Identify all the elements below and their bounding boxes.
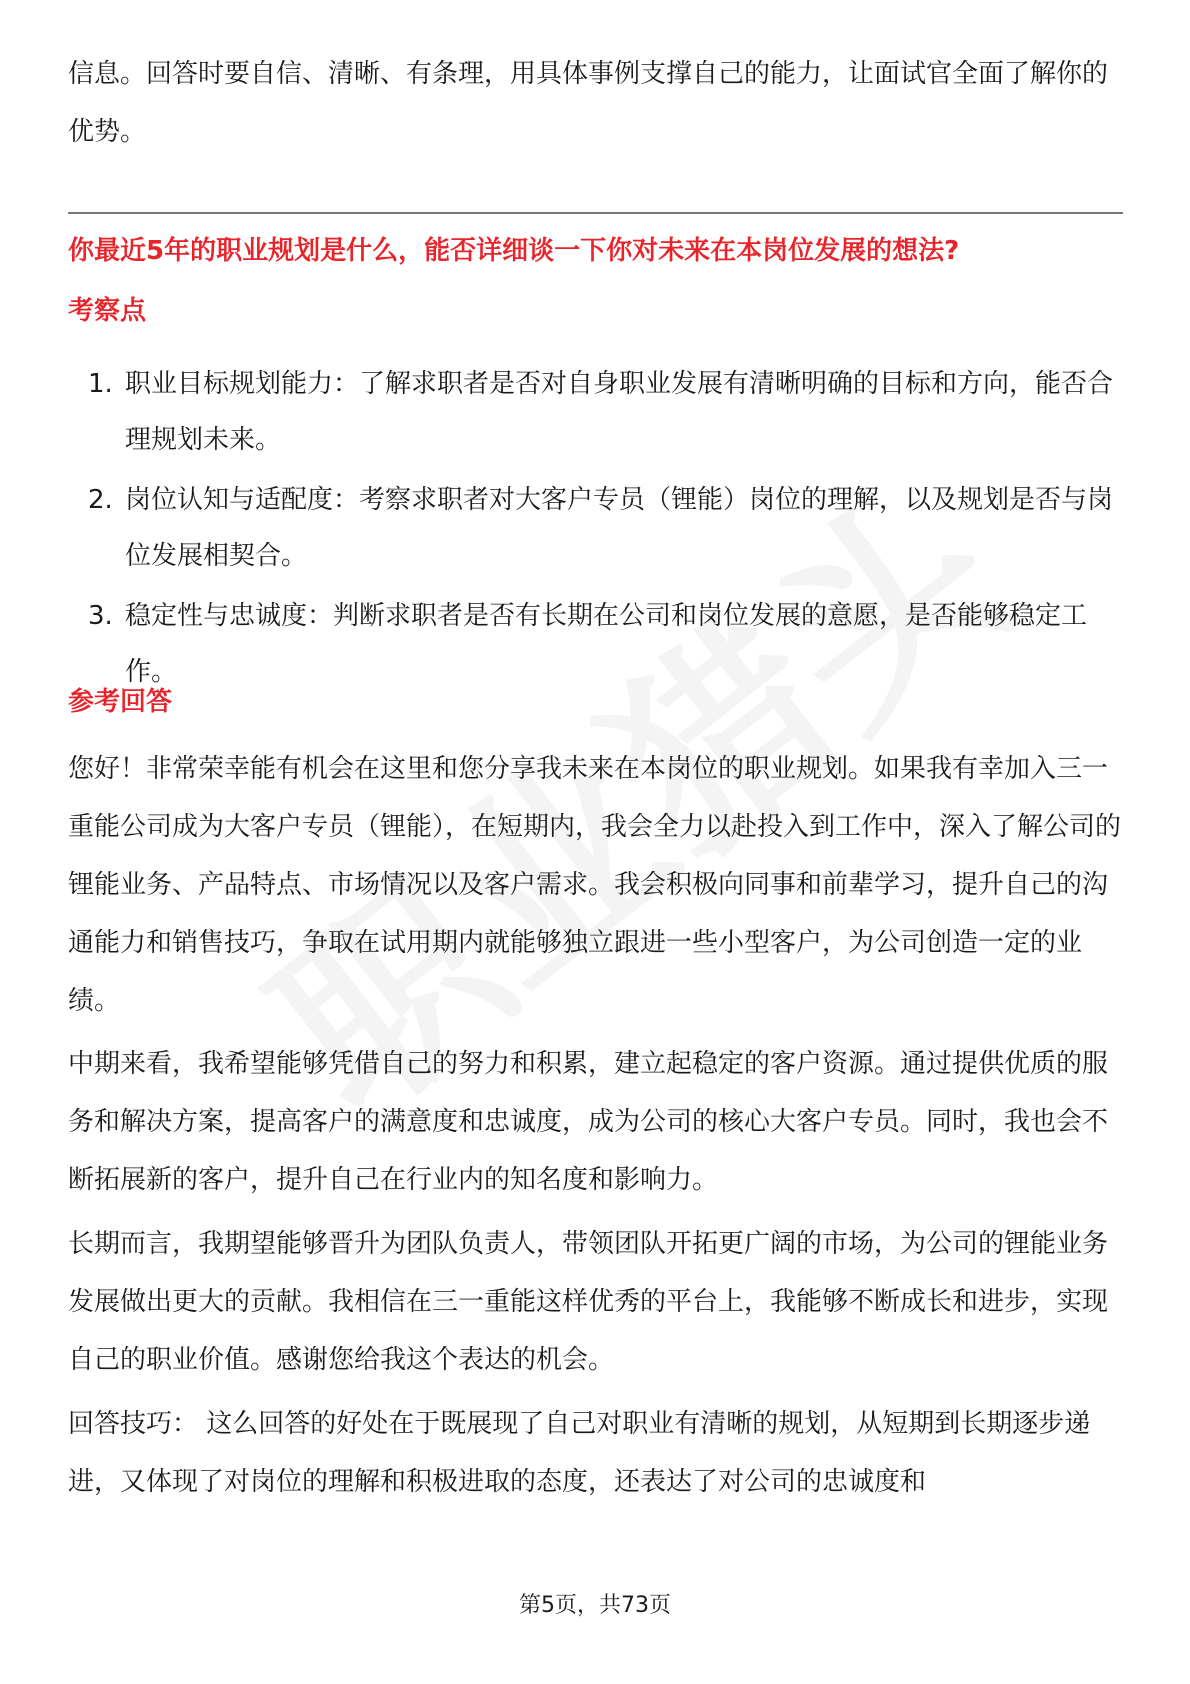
question-heading: 你最近5年的职业规划是什么，能否详细谈一下你对未来在本岗位发展的想法? — [68, 236, 960, 266]
list-item — [68, 472, 1123, 584]
points-list — [68, 356, 1123, 704]
list-item-text: 岗位认知与适配度：考察求职者对大客户专员（锂能）岗位的理解，以及规划是否与岗位发展相契合。 — [125, 485, 1114, 571]
list-item — [68, 356, 1123, 468]
list-item-text: 职业目标规划能力：了解求职者是否对自身职业发展有清晰明确的目标和方向，能否合理规划未来。 — [125, 369, 1114, 455]
answer-paragraph-short-term: 您好！非常荣幸能有机会在这里和您分享我未来在本岗位的职业规划。如果我有幸加入三一重能公司成为大客户专员（锂能），在短期内，我会全力以赴投入到工作中，深入了解公司的锂能业务、产品特点、市场情况以及客户需求。我会积极向同事和前辈学习，提升自己的沟通能力和销售技巧，争取在试用期内就能够独立跟进一些小型客户，为公司创造一定的业绩。 — [68, 754, 1122, 1016]
answer-paragraph-mid-term: 中期来看，我希望能够凭借自己的努力和积累，建立起稳定的客户资源。通过提供优质的服务和解决方案，提高客户的满意度和忠诚度，成为公司的核心大客户专员。同时，我也会不断拓展新的客户，提升自己在行业内的知名度和影响力。 — [68, 1049, 1109, 1195]
page-footer: 第5页，共73页 — [519, 1593, 671, 1618]
answer-paragraph-long-term: 长期而言，我期望能够晋升为团队负责人，带领团队开拓更广阔的市场，为公司的锂能业务发展做出更大的贡献。我相信在三一重能这样优秀的平台上，我能够不断成长和进步，实现自己的职业价值。感谢您给我这个表达的机会。 — [68, 1229, 1109, 1375]
intro-paragraph: 信息。回答时要自信、清晰、有条理，用具体事例支撑自己的能力，让面试官全面了解你的优势。 — [68, 59, 1109, 147]
list-number: 1. — [88, 369, 113, 399]
answer-heading: 参考回答 — [68, 687, 173, 717]
tips-paragraph: 回答技巧： 这么回答的好处在于既展现了自己对职业有清晰的规划，从短期到长期逐步递进，又体现了对岗位的理解和积极进取的态度，还表达了对公司的忠诚度和 — [68, 1409, 1091, 1497]
points-heading: 考察点 — [68, 296, 147, 326]
list-item — [68, 588, 1123, 700]
section-divider — [68, 212, 1123, 214]
list-number: 3. — [88, 601, 113, 631]
list-number: 2. — [88, 485, 113, 515]
list-item-text: 稳定性与忠诚度：判断求职者是否有长期在公司和岗位发展的意愿，是否能够稳定工作。 — [125, 601, 1088, 687]
